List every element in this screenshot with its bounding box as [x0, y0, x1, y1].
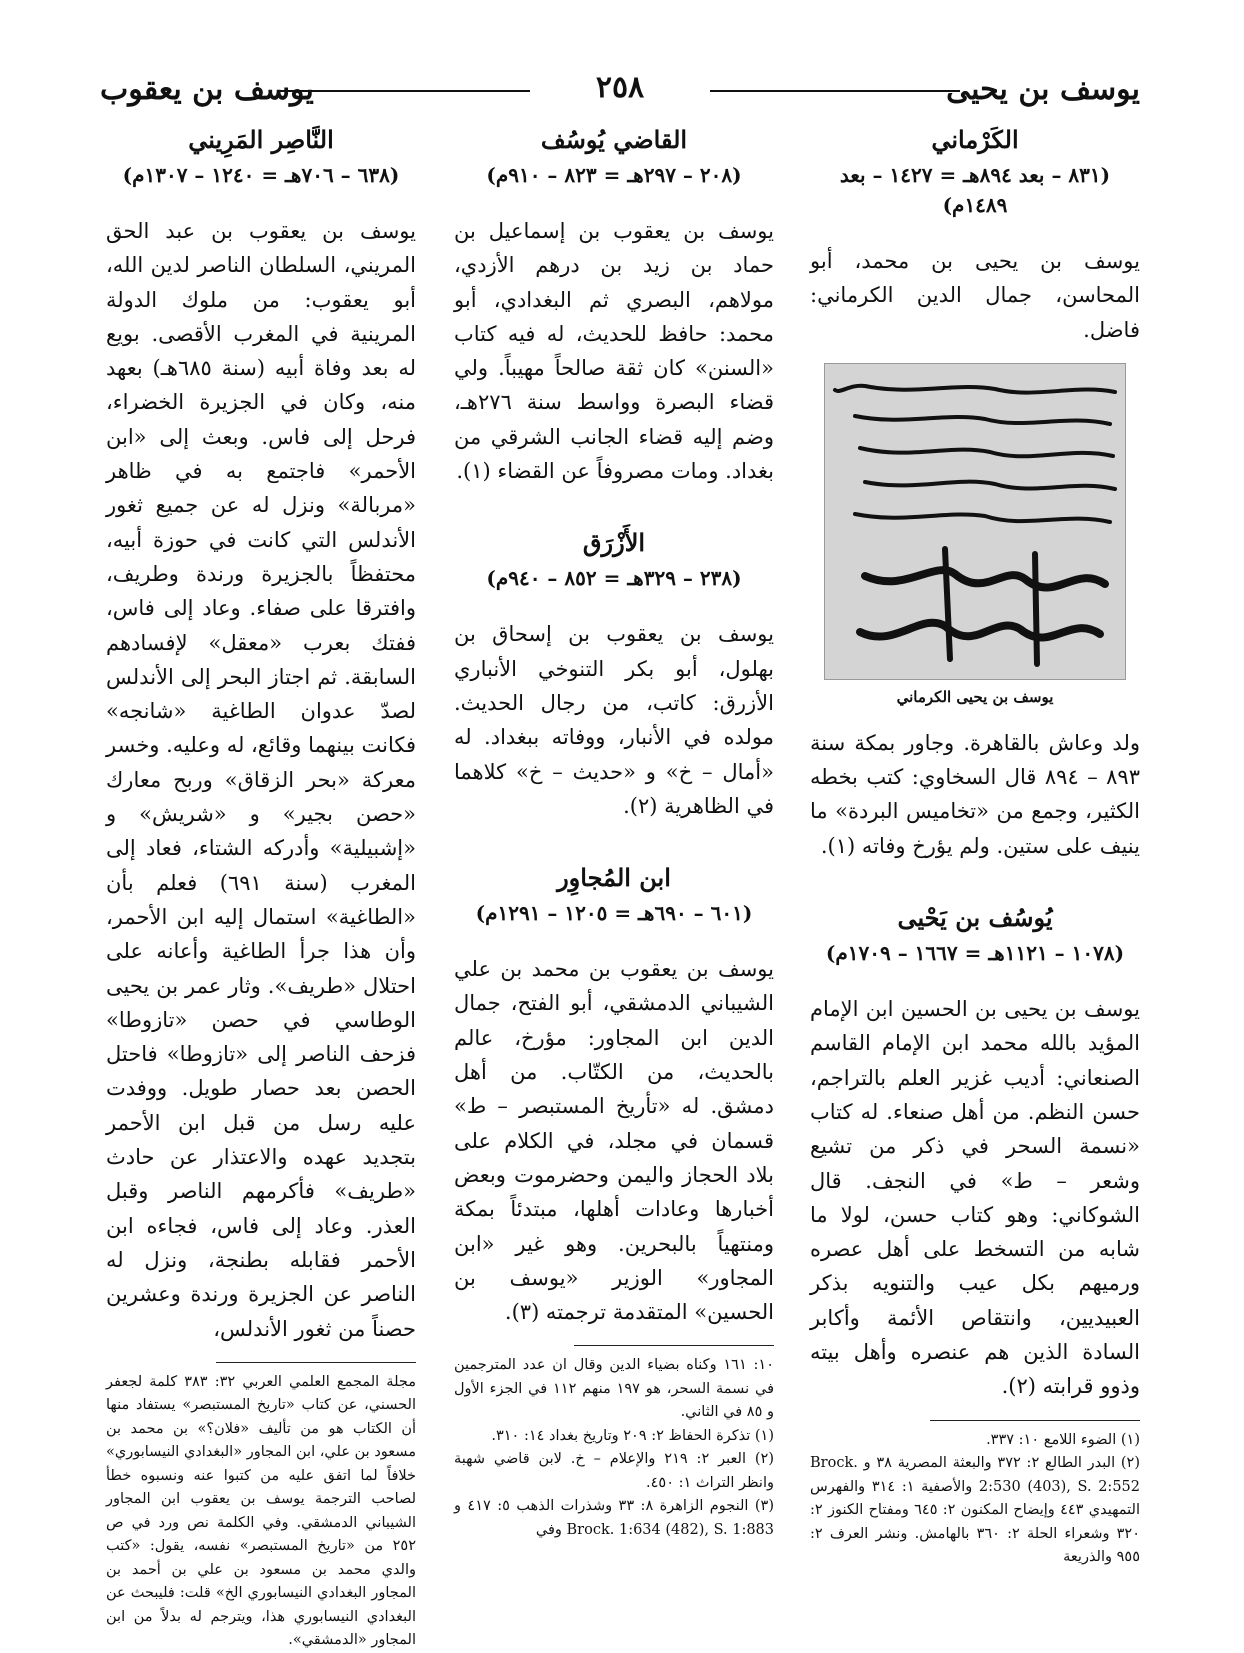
entry-dates: (٢٠٨ – ٢٩٧هـ = ٨٢٣ – ٩١٠م) [486, 163, 742, 187]
entry-text: يوسف بن يعقوب بن إسماعيل بن حماد بن زيد بن درهم الأزدي، مولاهم، البصري ثم البغدادي، أبو محمد: حافظ للحديث، له فيه كتاب «السنن» كان ثقة صالحاً مهيباً. ولي قضاء البصرة وواسط سنة ٢٧٦هـ، وضم إليه قضاء الجانب الشرقي من بغداد. ومات مصروفاً عن القضاء (١). [454, 219, 774, 484]
running-title-left: يوسف بن يعقوب [100, 72, 314, 107]
entry-title: النَّاصِر المَرِيني [188, 125, 334, 154]
image-caption: يوسف بن يحيى الكرماني [896, 687, 1054, 706]
column-middle [454, 125, 774, 1542]
entry-dates: (١٠٧٨ – ١١٢١هـ = ١٦٦٧ – ١٧٠٩م) [825, 941, 1125, 966]
footnote: (٣) النجوم الزاهرة ٨: ٣٣ وشذرات الذهب ٥: ٤١٧ و Brock. 1:634 (482), S. 1:883 وفي [454, 1498, 774, 1538]
footnote-rule [574, 1345, 774, 1346]
entry-title: الكَرْماني [931, 125, 1019, 154]
entry-text: يوسف بن يحيى بن الحسين ابن الإمام المؤيد بالله محمد ابن الإمام القاسم الصنعاني: أديب غزير العلم بالتراجم، حسن النظم. من أهل صنعاء. له كتاب «نسمة السحر في ذكر من تشيع وشعر – ط» في النجف. قال الشوكاني: وهو كتاب حسن، لولا ما شابه من التسخط على أهل عصره ورميهم بكل عيب والتنويه بذكر العبيديين، وانتقاص الأئمة وأكابر السادة الذين هم عنصره وأهل بيته وذوو قرابته (٢). [810, 997, 1140, 1399]
entry-dates: (٢٣٨ – ٣٢٩هـ = ٨٥٢ – ٩٤٠م) [486, 566, 742, 591]
footnote-rule [216, 1362, 416, 1363]
header-rule-left [280, 90, 530, 92]
column-right [810, 125, 1140, 1570]
entry-dates: (٨٣١ – بعد ٨٩٤هـ = ١٤٢٧ – بعد ١٤٨٩م) [839, 163, 1111, 217]
header-rule-right [710, 90, 960, 92]
entry-title: الأَزْرَق [582, 528, 646, 558]
footnote-rule [930, 1420, 1140, 1421]
running-title-right: يوسف بن يحيى [946, 72, 1140, 107]
page-number: ٢٥٨ [595, 70, 645, 105]
entry-title: القاضي يُوسُف [540, 125, 688, 154]
entry-title: ابن المُجاوِر [557, 863, 671, 893]
entry-title: يُوسُف بن يَحْيى [897, 903, 1053, 933]
footnote: مجلة المجمع العلمي العربي ٣٢: ٣٨٣ كلمة لجعفر الحسني، عن كتاب «تاريخ المستبصر» يستفاد منها أن الكتاب هو من تأليف «فلان؟» بن محمد بن مسعود بن علي، ابن المجاور «البغدادي النيسابوري» خلافاً لما اتفق عليه من كتبوا عنه ونسبوه خطأ لصاحب الترجمة يوسف بن يعقوب ابن المجاور الشيباني الدمشقي. وفي الكلمة نص ورد في ص ٢٥٢ من «تاريخ المستبصر» نفسه، يقول: «كتب والدي محمد بن مسعود بن علي بن أحمد بن المجاور البغدادي النيسابوري الخ» قلت: فليبحث عن البغدادي النيسابوري هذا، ويترجم له بدلاً من ابن المجاور «الدمشقي». [106, 1373, 417, 1649]
footnote: (٢) البدر الطالع ٢: ٣٧٢ والبعثة المصرية ٣٨ و Brock. 2:530 (403), S. 2:552 والأصفية ١: ٣١٤ والفهرس التمهيدي ٤٤٣ وإيضاح المكنون ٢: ٦٤٥ ومفتاح الكنوز ٢: ٣٢٠ وشعراء الحلة ٢: ٣٦٠ بالهامش. ونشر العرف ٢: ٩٥٥ والذريعة [810, 1455, 1141, 1566]
entry-dates: (٦٣٨ – ٧٠٦هـ = ١٢٤٠ – ١٣٠٧م) [122, 163, 400, 187]
footnote: ١٠: ١٦١ وكناه بضياء الدين وقال ان عدد المترجمين في نسمة السحر، هو ١٩٧ منهم ١١٢ في الجزء الأول و ٨٥ في الثاني. [454, 1357, 775, 1421]
entry-text: ولد وعاش بالقاهرة. وجاور بمكة سنة ٨٩٣ – ٨٩٤ قال السخاوي: كتب بخطه الكثير، وجمع من «تخاميس البردة» ما ينيف على ستين. ولم يؤرخ وفاته (١). [810, 730, 1140, 858]
entry-text: يوسف بن يعقوب بن محمد بن علي الشيباني الدمشقي، أبو الفتح، جمال الدين ابن المجاور: مؤرخ، عالم بالحديث، من الكتّاب. من أهل دمشق. له «تأريخ المستبصر – ط» قسمان في مجلد، في الكلام على بلاد الحجاز واليمن وحضرموت وبعض أخبارها وعادات أهلها، مبتدئاً بمكة ومنتهياً بالبحرين. وهو غير «ابن المجاور» الوزير «يوسف بن الحسين» المتقدمة ترجمته (٣). [454, 957, 774, 1325]
column-left [106, 125, 416, 1653]
entry-text: يوسف بن يحيى بن محمد، أبو المحاسن، جمال الدين الكرماني: فاضل. [810, 249, 1140, 342]
footnote: (١) الضوء اللامع ١٠: ٣٣٧. [986, 1431, 1140, 1448]
entry-dates: (٦٠١ – ٦٩٠هـ = ١٢٠٥ – ١٢٩١م) [475, 901, 753, 926]
entry-text: يوسف بن يعقوب بن إسحاق بن بهلول، أبو بكر التنوخي الأنباري الأزرق: كاتب، من رجال الحديث. مولده في الأنبار، ووفاته ببغداد. له «أمال – خ» و «حديث – خ» كلاهما في الظاهرية (٢). [454, 622, 774, 818]
manuscript-signature-image [824, 363, 1126, 680]
entry-text: يوسف بن يعقوب بن عبد الحق المريني، السلطان الناصر لدين الله، أبو يعقوب: من ملوك الدولة المرينية في المغرب الأقصى. بويع له بعد وفاة أبيه (سنة ٦٨٥هـ) بعهد منه، وكان في الجزيرة الخضراء، فرحل إلى فاس. وبعث إلى «ابن الأحمر» فاجتمع به في ظاهر «مربالة» ونزل له عن جميع ثغور الأندلس التي كانت في حوزة أبيه، محتفظاً بالجزيرة ورندة وطريف، وافترقا على صفاء. وعاد إلى فاس، ففتك بعرب «معقل» لإفسادهم السابقة. ثم اجتاز البحر إلى الأندلس لصدّ عدوان الطاغية «شانجه» فكانت بينهما وقائع، له وعليه. وخسر معركة «بحر الزقاق» وربح معارك «حصن بجير» و «شريش» و «إشبيلية» وأدركه الشتاء، فعاد إلى المغرب (سنة ٦٩١) فعلم بأن «الطاغية» استمال إليه ابن الأحمر، وأن هذا جرأ الطاغية وأعانه على احتلال «طريف». وثار عمر بن يحيى الوطاسي في حصن «تازوطا» فزحف الناصر إلى «تازوطا» فاحتل الحصن بعد حصار طويل. ووفدت عليه رسل من قبل ابن الأحمر بتجديد عهده والاعتذار عن حادث «طريف» فأكرمهم الناصر وقبل العذر. وعاد إلى فاس، فجاءه ابن الأحمر فقابله بطنجة، ونزل له الناصر عن الجزيرة ورندة وعشرين حصناً من ثغور الأندلس، [106, 219, 416, 1341]
footnote: (١) تذكرة الحفاظ ٢: ٢٠٩ وتاريخ بغداد ١٤: ٣١٠. [491, 1427, 774, 1444]
footnote: (٢) العبر ٢: ٢١٩ والإعلام – خ. لابن قاضي شهبة وانظر التراث ١: ٤٥٠. [454, 1451, 774, 1491]
page-header [100, 72, 1140, 112]
